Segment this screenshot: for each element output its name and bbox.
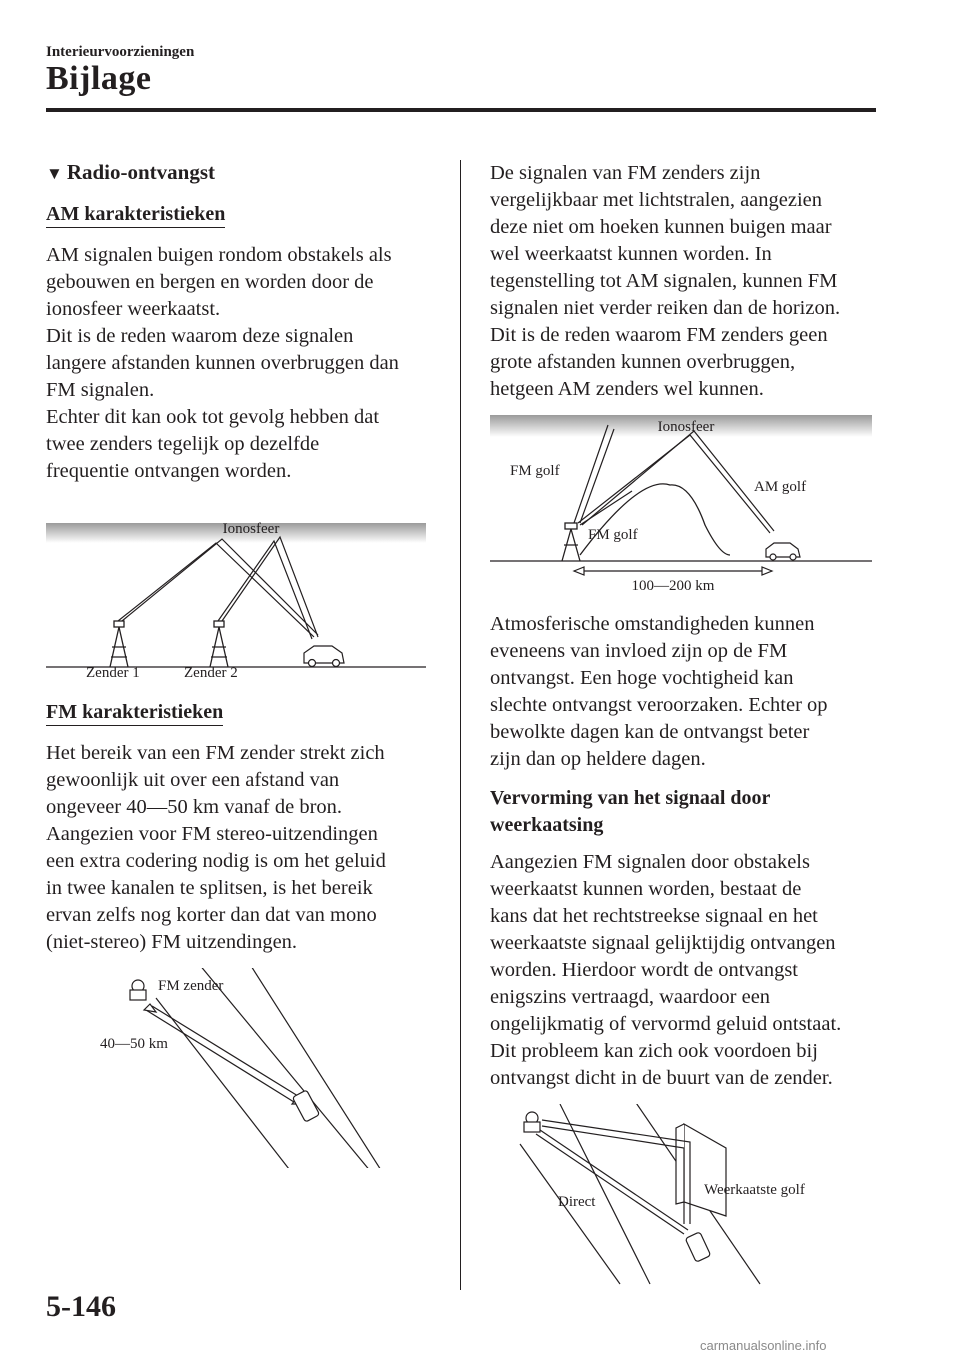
transmitter-2-icon — [210, 621, 228, 667]
left-column — [46, 160, 436, 1168]
fm-light-paragraph: De signalen van FM zenders zijn vergelijkbaar met lichtstralen, aangezien deze niet om hoeken kunnen buigen maar wel weerkaatst kunnen worden. In tegenstelling tot AM signalen, kunnen FM signalen niet verder reiken dan de horizon. Dit is de reden waarom FM zenders geen grote afstanden kunnen overbruggen, hetgeen AM zenders wel kunnen. — [490, 162, 841, 400]
fm-heading: FM karakteristieken — [46, 701, 223, 726]
watermark: carmanualsonline.info — [700, 1338, 827, 1353]
am-fm-figure — [490, 415, 882, 595]
am-paragraph: AM signalen buigen rondom obstakels als gebouwen en bergen en worden door de ionosfeer weerkaatst. Dit is de reden waarom deze signalen langere afstanden kunnen overbruggen dan FM signalen. Echter dit kan ook tot gevolg hebben dat twee zenders tegelijk op dezelfde frequentie ontvangen worden. — [46, 244, 399, 482]
direct-label: Direct — [558, 1194, 596, 1210]
chapter-title: Bijlage — [46, 60, 152, 97]
car-icon — [304, 646, 344, 667]
am-reception-figure — [46, 497, 436, 677]
car-icon — [685, 1232, 710, 1262]
triangle-bullet-icon: ▼ — [46, 164, 63, 183]
distance-arrow — [574, 567, 772, 575]
ionosphere-label: Ionosfeer — [657, 419, 715, 435]
right-column — [490, 160, 882, 1294]
distortion-heading: Vervorming van het signaal door weerkaatsing — [490, 787, 771, 836]
fm-paragraph: Het bereik van een FM zender strekt zich gewoonlijk uit over een afstand van ongeveer 40―50 km vanaf de bron. Aangezien voor FM stereo-uitzendingen een extra codering nodig is om het geluid in twee kanalen te splitsen, is het bereik ervan zelfs nog korter dan dat van mono (niet-stereo) FM uitzendingen. — [46, 742, 386, 953]
road-lines — [156, 968, 386, 1168]
transmitter-2-label: Zender 2 — [184, 665, 238, 677]
distortion-paragraph: Aangezien FM signalen door obstakels weerkaatst kunnen worden, bestaat de kans dat het rechtstreekse signaal en het weerkaatste signaal gelijktijdig ontvangen worden. Hierdoor wordt de ontvangst enigszins vertraagd, waardoor een ongelijkmatig of vervormd geluid ontstaat. Dit probleem kan zich ook voordoen bij ontvangst dicht in de buurt van de zender. — [490, 851, 842, 1089]
mountain-outline — [580, 484, 730, 555]
am-heading: AM karakteristieken — [46, 203, 225, 228]
am-wave-paths — [118, 537, 318, 639]
wave-paths — [574, 425, 774, 533]
fm-wave-upper-label: FM golf — [510, 463, 560, 479]
page-number: 5-146 — [46, 1290, 116, 1323]
section-label: Interieurvoorzieningen — [46, 44, 195, 60]
car-icon — [766, 543, 800, 560]
fm-distance-label: 40―50 km — [100, 1036, 168, 1052]
distance-label: 100―200 km — [631, 578, 715, 594]
car-icon — [292, 1090, 319, 1122]
ionosphere-label: Ionosfeer — [222, 521, 280, 537]
section-heading: ▼ Radio-ontvangst — [46, 160, 216, 184]
am-wave-label: AM golf — [754, 479, 807, 495]
reflected-wave-label: Weerkaatste golf — [704, 1182, 805, 1198]
fm-transmitter-icon — [130, 980, 146, 1000]
transmitter-1-icon — [110, 621, 128, 667]
reflection-figure — [490, 1104, 882, 1294]
range-arrow — [144, 1004, 304, 1104]
signal-arrows — [536, 1120, 690, 1234]
fm-transmitter-icon — [562, 523, 580, 561]
header-rule — [46, 108, 876, 112]
fm-range-figure — [46, 968, 436, 1168]
transmitter-1-label: Zender 1 — [86, 665, 140, 677]
fm-transmitter-icon — [524, 1112, 540, 1132]
atmos-paragraph: Atmosferische omstandigheden kunnen eveneens van invloed zijn op de FM ontvangst. Een hoge vochtigheid kan slechte ontvangst veroorzaken. Echter op bewolkte dagen kan de ontvangst beter zijn dan op heldere dagen. — [490, 613, 828, 770]
fm-wave-lower-label: FM golf — [588, 527, 638, 543]
fm-transmitter-label: FM zender — [158, 978, 224, 994]
column-divider — [460, 160, 461, 1290]
